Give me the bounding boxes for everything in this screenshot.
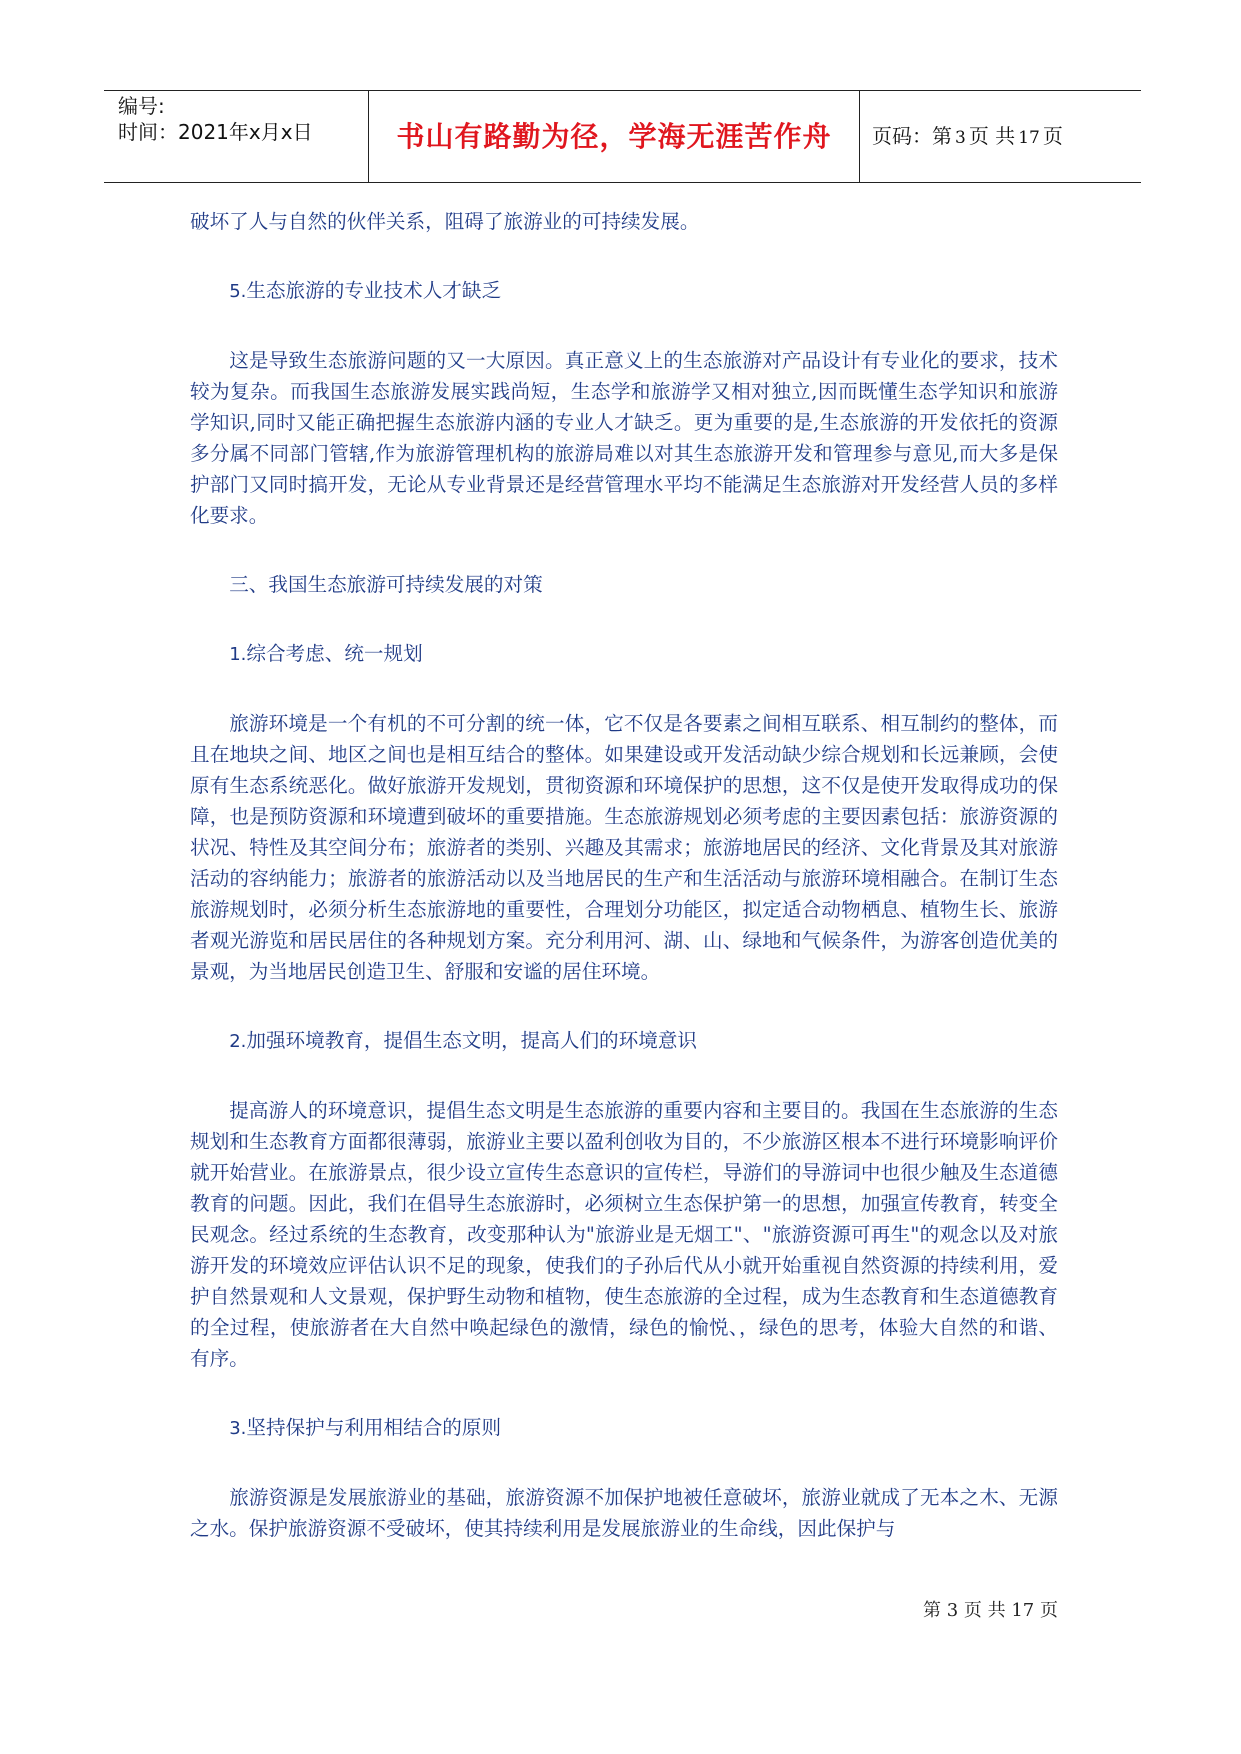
paragraph: 旅游环境是一个有机的不可分割的统一体，它不仅是各要素之间相互联系、相互制约的整体，而且在地块之间、地区之间也是相互结合的整体。如果建设或开发活动缺少综合规划和长远兼顾，会使原有生态系统恶化。做好旅游开发规划，贯彻资源和环境保护的思想，这不仅是使开发取得成功的保障，也是预防资源和环境遭到破坏的重要措施。生态旅游规划必须考虑的主要因素包括：旅游资源的状况、特性及其空间分布；旅游者的类别、兴趣及其需求；旅游地居民的经济、文化背景及其对旅游活动的容纳能力；旅游者的旅游活动以及当地居民的生产和生活活动与旅游环境相融合。在制订生态旅游规划时，必须分析生态旅游地的重要性，合理划分功能区，拟定适合动物栖息、植物生长、旅游者观光游览和居民居住的各种规划方案。充分利用河、湖、山、绿地和气候条件，为游客创造优美的景观，为当地居民创造卫生、舒服和安谧的居住环境。 (190, 712, 1058, 983)
page-footer (898, 1596, 1058, 1622)
subheading-text: 生态旅游的专业技术人才缺乏 (246, 279, 502, 302)
subheading-number: 2. (229, 1031, 247, 1052)
section-heading: 三、我国生态旅游可持续发展的对策 (229, 573, 543, 596)
subheading-text: 综合考虑、统一规划 (246, 642, 423, 665)
footer-prefix: 第 (922, 1600, 941, 1621)
page-suffix: 页 (1042, 124, 1063, 148)
page-current: 3 (955, 128, 966, 148)
subheading-number: 3. (229, 1418, 247, 1439)
subheading-2 (190, 1025, 1058, 1057)
document-body (190, 206, 1058, 1544)
paragraph: 提高游人的环境意识，提倡生态文明是生态旅游的重要内容和主要目的。我国在生态旅游的生态规划和生态教育方面都很薄弱，旅游业主要以盈利创收为目的，不少旅游区根本不进行环境影响评价就开始营业。在旅游景点，很少设立宣传生态意识的宣传栏，导游们的导游词中也很少触及生态道德教育的问题。因此，我们在倡导生态旅游时，必须树立生态保护第一的思想，加强宣传教育，转变全民观念。经过系统的生态教育，改变那种认为"旅游业是无烟工"、"旅游资源可再生"的观念以及对旅游开发的环境效应评估认识不足的现象，使我们的子孙后代从小就开始重视自然资源的持续利用，爱护自然景观和人文景观，保护野生动物和植物，使生态旅游的全过程，成为生态教育和生态道德教育的全过程，使旅游者在大自然中唤起绿色的激情，绿色的愉悦、，绿色的思考，体验大自然的和谐、有序。 (190, 1099, 1058, 1370)
footer-suffix: 页 (1040, 1600, 1058, 1621)
page-prefix: 页码：第 (872, 124, 952, 148)
header-motto: 书山有路勤为径，学海无涯苦作舟 (396, 120, 832, 153)
page-mid: 页 共 (968, 124, 1016, 148)
subheading-1 (190, 638, 1058, 670)
subheading-3 (190, 1412, 1058, 1444)
footer-mid: 页 共 (963, 1600, 1006, 1621)
subheading-number: 5. (229, 281, 247, 302)
footer-total: 17 (1011, 1600, 1035, 1621)
footer-current: 3 (946, 1600, 959, 1621)
time-label: 时间：2021年x月x日 (118, 120, 313, 144)
paragraph: 旅游资源是发展旅游业的基础，旅游资源不加保护地被任意破坏，旅游业就成了无本之木、无源之水。保护旅游资源不受破坏，使其持续利用是发展旅游业的生命线，因此保护与 (190, 1486, 1058, 1540)
header-page-info (872, 91, 1063, 182)
subheading-text: 坚持保护与利用相结合的原则 (246, 1416, 502, 1439)
header-divider (859, 91, 860, 182)
page-header (104, 90, 1141, 183)
number-label: 编号: (118, 94, 165, 118)
paragraph: 破坏了人与自然的伙伴关系，阻碍了旅游业的可持续发展。 (190, 210, 700, 233)
subheading-number: 1. (229, 644, 247, 665)
subheading-5 (190, 275, 1058, 307)
subheading-text: 加强环境教育，提倡生态文明，提高人们的环境意识 (246, 1029, 698, 1052)
paragraph: 这是导致生态旅游问题的又一大原因。真正意义上的生态旅游对产品设计有专业化的要求，技术较为复杂。而我国生态旅游发展实践尚短，生态学和旅游学又相对独立,因而既懂生态学知识和旅游学知识,同时又能正确把握生态旅游内涵的专业人才缺乏。更为重要的是,生态旅游的开发依托的资源多分属不同部门管辖,作为旅游管理机构的旅游局难以对其生态旅游开发和管理参与意见,而大多是保护部门又同时搞开发，无论从专业背景还是经营管理水平均不能满足生态旅游对开发经营人员的多样化要求。 (190, 349, 1058, 527)
page-total: 17 (1018, 128, 1040, 148)
